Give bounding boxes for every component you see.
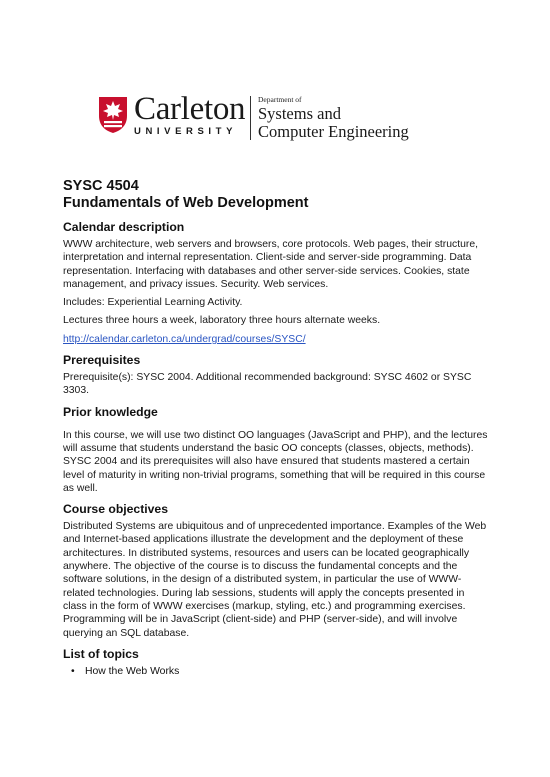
course-title: Fundamentals of Web Development [63,195,309,211]
topics-section [63,647,488,678]
calendar-description: WWW architecture, web servers and browsers, core protocols. Web pages, their structure, interpretation and internal representation. Client-side and server-side programming. Data representation. Interfacing with databases and other server-side services. Cookies, state management, and privacy issues. Security. Web services. [63,239,479,290]
calendar-section [63,220,488,346]
prerequisites-section [63,353,488,398]
calendar-includes: Includes: Experiential Learning Activity. [63,297,243,309]
logo-divider [250,96,251,140]
university-name: Carleton [134,91,246,127]
prerequisites-text: Prerequisite(s): SYSC 2004. Additional recommended background: SYSC 4602 or SYSC 3303. [63,372,472,397]
prior-knowledge-heading: Prior knowledge [63,404,158,419]
calendar-link[interactable]: http://calendar.carleton.ca/undergrad/courses/SYSC/ [63,333,306,345]
course-outline [63,178,488,685]
calendar-lectures: Lectures three hours a week, laboratory three hours alternate weeks. [63,315,381,327]
university-subtitle: UNIVERSITY [134,126,238,137]
department-prefix: Department of [258,95,302,104]
bullet-icon: • [71,665,75,677]
prior-knowledge-section [63,405,488,495]
objectives-text: Distributed Systems are ubiquitous and of unprecedented importance. Examples of the Web and Internet-based applications illustrate the development and the deployment of these architectures. In distributed systems, resources and users can be located geographically anywhere. The objective of the course is to discuss the fundamental concepts and the software solutions, in the design of a distributed system, in particular the use of WWW-related technologies. During lab sessions, students will apply the concepts presented in class in the form of WWW exercises (markup, styling, etc.) and programming exercises. Programming will be in JavaScript (client-side) and PHP (server-side), and will involve querying an SQL database. [63,521,487,639]
course-code: SYSC 4504 [63,178,139,194]
objectives-section [63,502,488,640]
department-name-line2: Computer Engineering [258,122,409,141]
prior-knowledge-text: In this course, we will use two distinct OO languages (JavaScript and PHP), and the lectures will assume that students understand the basic OO concepts (classes, objects, methods). SYSC 2004 and its prerequisites will also have ensured that students mastered a certain level of maturity in writing non-trivial programs, something that will be required in this course as well. [63,429,488,494]
calendar-heading: Calendar description [63,220,185,234]
topics-list [63,665,488,678]
topics-heading: List of topics [63,646,139,661]
objectives-heading: Course objectives [63,502,168,517]
topic-label: How the Web Works [85,665,180,677]
list-item [71,665,488,678]
carleton-shield-icon [98,96,128,134]
prerequisites-heading: Prerequisites [63,353,141,368]
department-name-line1: Systems and [258,104,341,123]
department-logo [98,91,458,142]
